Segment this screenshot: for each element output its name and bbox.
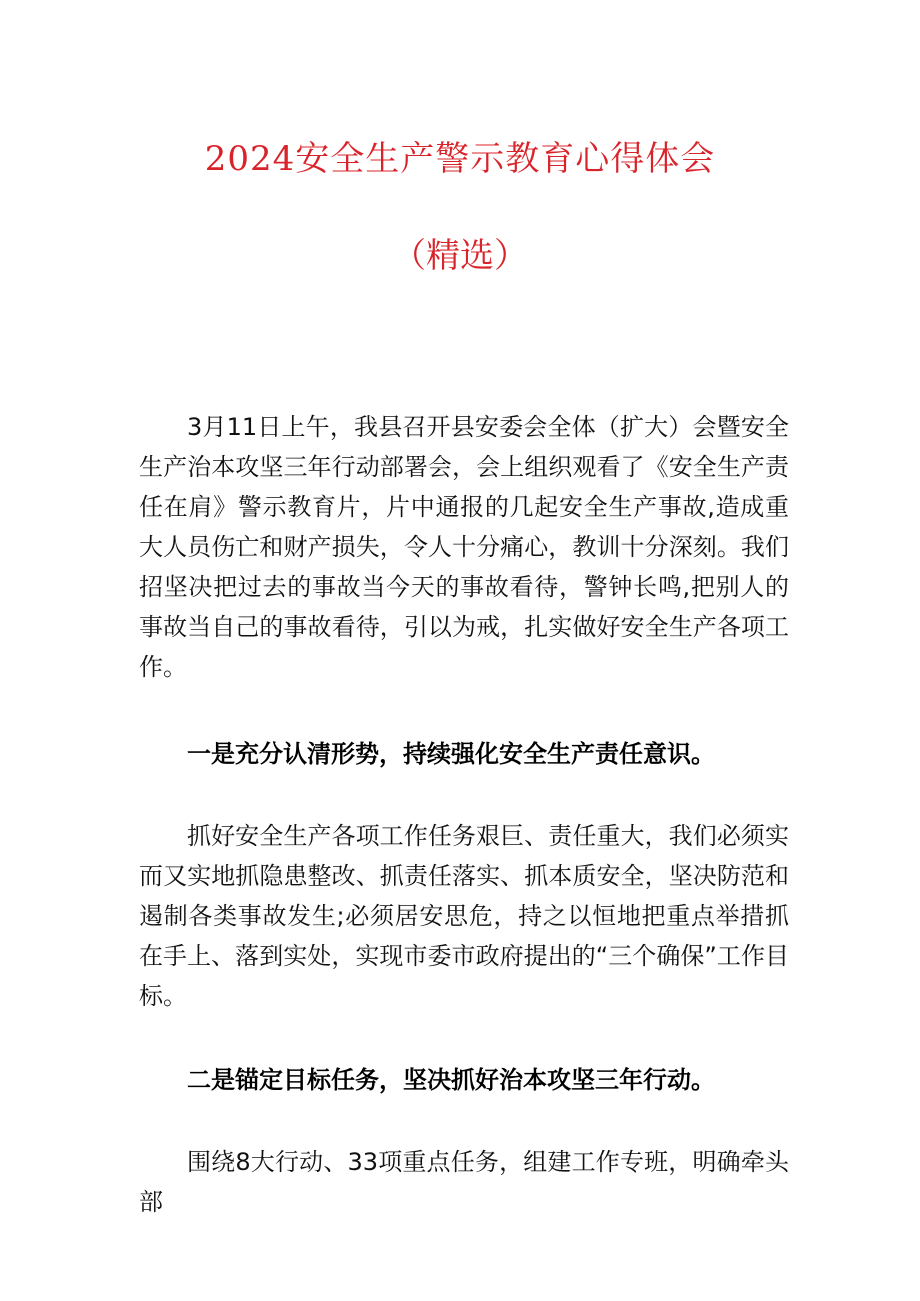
paragraph-intro: 3月11日上午，我县召开县安委会全体（扩大）会暨安全生产治本攻坚三年行动部署会，会上组织观看了《安全生产责任在肩》警示教育片，片中通报的几起安全生产事故,造成重大人员伤亡和财产损失，令人十分痛心，教训十分深刻。我们招坚决把过去的事故当今天的事故看待，警钟长鸣,把别人的事故当自己的事故看待，引以为戒，扎实做好安全生产各项工作。 xyxy=(139,413,789,681)
section-heading-2: 二是锚定目标任务，坚决抓好治本攻坚三年行动。 xyxy=(187,1066,715,1094)
section-heading-1: 一是充分认清形势，持续强化安全生产责任意识。 xyxy=(187,740,715,768)
paragraph-section-2: 围绕8大行动、33项重点任务，组建工作专班，明确牵头部 xyxy=(139,1148,789,1216)
paragraph-section-1: 抓好安全生产各项工作任务艰巨、责任重大，我们必须实而又实地抓隐患整改、抓责任落实、抓本质安全，坚决防范和遏制各类事故发生;必须居安思危，持之以恒地把重点举措抓在手上、落到实处，实现市委市政府提出的“三个确保”工作目标。 xyxy=(139,822,789,1010)
document-subtitle: （精选） xyxy=(392,236,528,276)
document-title: 2024安全生产警示教育心得体会 xyxy=(204,139,716,179)
